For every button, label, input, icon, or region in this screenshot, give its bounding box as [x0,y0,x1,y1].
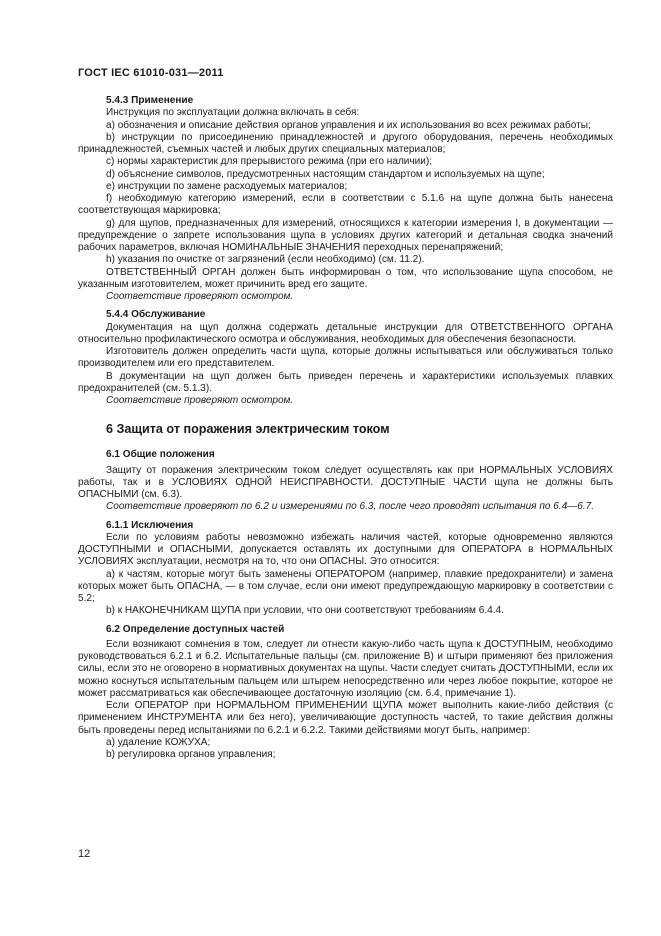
document-body [78,95,613,761]
subsection-heading: 5.4.4 Обслуживание [106,309,206,321]
paragraph: g) для щупов, предназначенных для измерений, относящихся к категории измерения I, в документации — предупреждение о запрете использования щупа в условиях других категорий и детальная сводка значений рабочих параметров, включая НОМИНАЛЬНЫЕ ЗНАЧЕНИЯ переходных перенапряжений; [78,217,613,253]
paragraph: h) указания по очистке от загрязнений (если необходимо) (см. 11.2). [106,254,425,266]
compliance-note: Соответствие проверяют осмотром. [106,291,294,302]
subsection-heading: 6.1.1 Исключения [106,519,194,531]
paragraph: c) нормы характеристик для прерывистого режима (при его наличии); [106,156,433,168]
paragraph: d) объяснение символов, предусмотренных настоящим стандартом и используемых на щупе; [106,168,545,180]
page-number: 12 [78,848,91,860]
paragraph: f) необходимую категорию измерений, если в соответствии с 5.1.6 на щупе должна быть нанесена соответствующая маркировка; [78,193,613,217]
paragraph: Изготовитель должен определить части щупа, которые должны испытываться или обслуживаться только производителем или его представителем. [78,346,613,370]
subsection-heading: 5.4.3 Применение [106,95,194,106]
paragraph: b) к НАКОНЕЧНИКАМ ЩУПА при условии, что они соответствуют требованиям 6.4.4. [106,605,504,617]
paragraph: a) обозначения и описание действия органов управления и их использования во всех режимах работы; [106,119,591,131]
section-heading: 6 Защита от поражения электрическим током [106,422,390,437]
paragraph: Защиту от поражения электрическим током следует осуществлять как при НОРМАЛЬНЫХ УСЛОВИЯХ работы, так и в УСЛОВИЯХ ОДНОЙ НЕИСПРАВНОСТИ. ДОСТУПНЫЕ ЧАСТИ щупа не должны быть ОПАСНЫМИ (см. 6.3). [78,464,613,500]
paragraph: Если возникают сомнения в том, следует ли отнести какую-либо часть щупа к ДОСТУПНЫМ, необходимо руководствоваться 6.2.1 и 6.2. Испытательные пальцы (см. приложение В) и штыри применяют без приложения силы, если это не оговорено в нормативных документах на щупы. Части следует считать ДОСТУПНЫМИ, если их можно коснуться испытательным пальцем или штырем непосредственно или через любое покрытие, которое не может рассматриваться как обеспечивающее достаточную изоляцию (см. 6.4, примечание 1). [78,638,613,699]
compliance-note: Соответствие проверяют осмотром. [106,395,294,406]
paragraph: a) удаление КОЖУХА; [106,736,211,748]
paragraph: a) к частям, которые могут быть заменены ОПЕРАТОРОМ (например, плавкие предохранители) и замена которых может быть ОПАСНА, — в том случае, если они имеют предупреждающую маркировку в соответствии с 5.2; [78,568,613,604]
compliance-note: Соответствие проверяют по 6.2 и измерениями по 6.3, после чего проводят испытания по 6.4—6.7. [106,501,594,513]
paragraph: Если ОПЕРАТОР при НОРМАЛЬНОМ ПРИМЕНЕНИИ ЩУПА может выполнить какие-либо действия (с применением ИНСТРУМЕНТА или без него), увеличивающие доступность частей, то такие действия должны быть проведены перед испытаниями по 6.2.1 и 6.2.2. Такими действиями могут быть, например: [78,700,613,736]
paragraph: b) инструкции по присоединению принадлежностей и другого оборудования, перечень необходимых принадлежностей, съемных частей и любых других специальных материалов; [78,131,613,155]
clause-heading: 6.1 Общие положения [106,449,215,461]
paragraph: Документация на щуп должна содержать детальные инструкции для ОТВЕТСТВЕННОГО ОРГАНА относительно профилактического осмотра и обслуживания, необходимых для обеспечения безопасности. [78,321,613,345]
paragraph: e) инструкции по замене расходуемых материалов; [106,180,348,192]
paragraph: ОТВЕТСТВЕННЫЙ ОРГАН должен быть информирован о том, что использование щупа способом, не указанным изготовителем, может причинить вред его защите. [78,266,613,290]
paragraph: Если по условиям работы невозможно избежать наличия частей, которые одновременно являются ДОСТУПНЫМИ и ОПАСНЫМИ, допускается оставлять их доступными для ОПЕРАТОРА в НОРМАЛЬНЫХ УСЛОВИЯХ эксплуатации, несмотря на то, что они ОПАСНЫ. Это относится: [78,531,613,568]
document-header: ГОСТ IEC 61010-031—2011 [78,67,224,79]
clause-heading: 6.2 Определение доступных частей [106,623,285,635]
paragraph: b) регулировка органов управления; [106,749,276,760]
paragraph: Инструкция по эксплуатации должна включать в себя: [106,107,360,119]
paragraph: В документации на щуп должен быть приведен перечень и характеристики используемых плавких предохранителей (см. 5.1.3). [78,370,613,394]
